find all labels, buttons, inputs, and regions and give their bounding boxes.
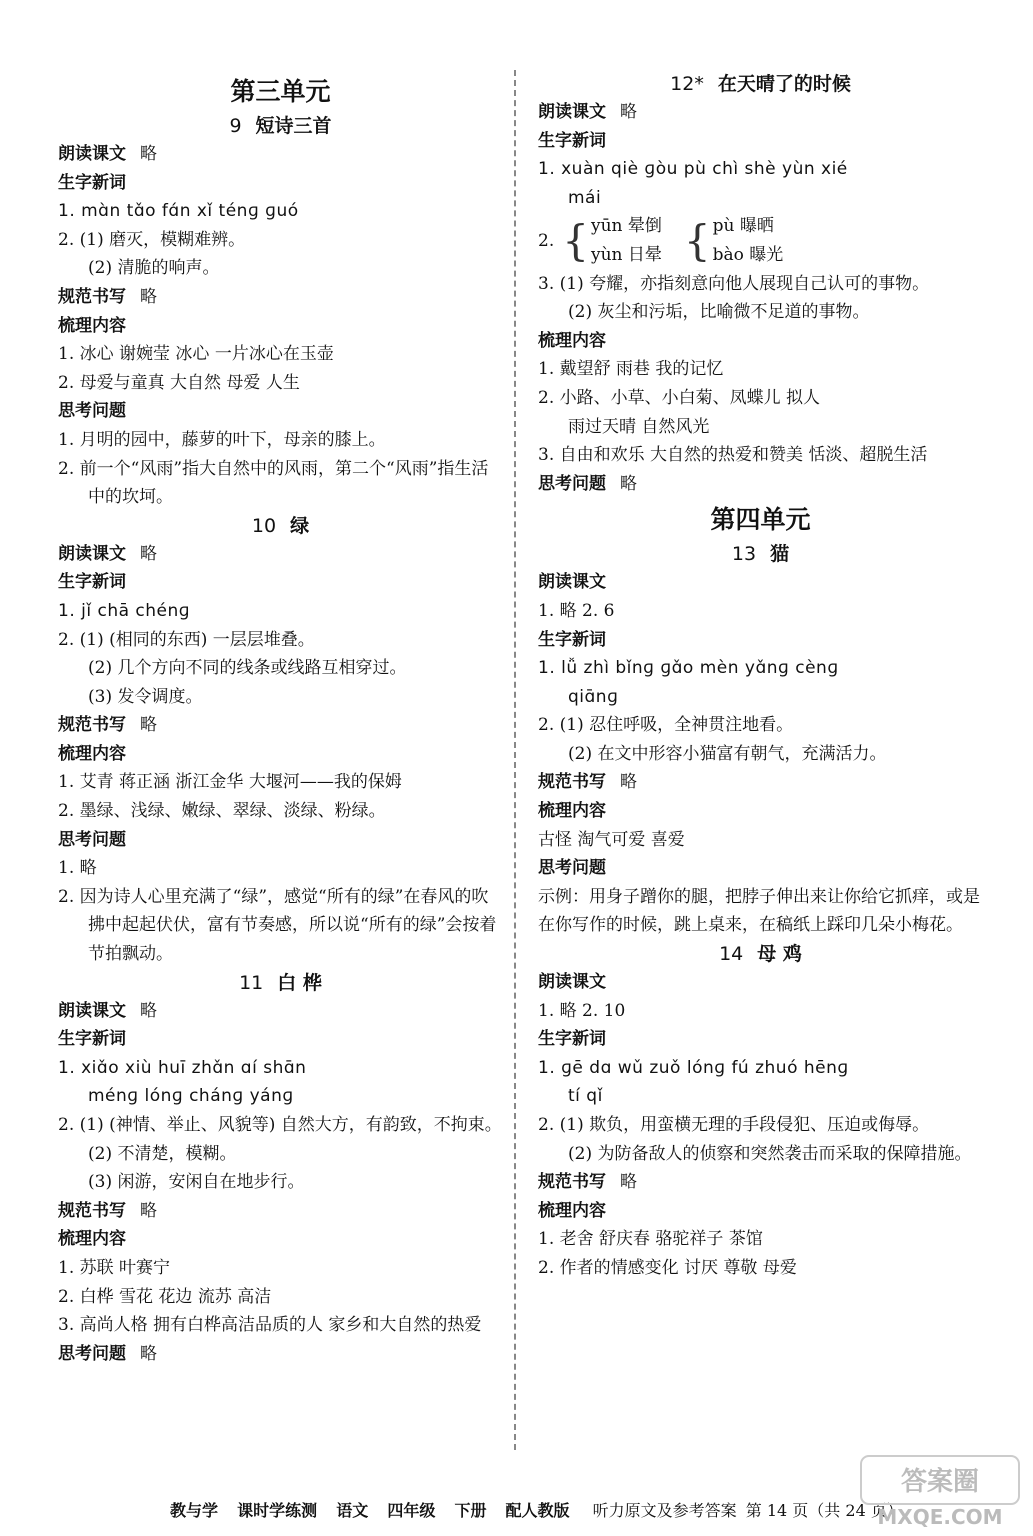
unit-title-3: 第三单元 — [230, 77, 331, 106]
answer-line: 2. 作者的情感变化 讨厌 尊敬 母爱 — [538, 1257, 797, 1278]
unit-title-4: 第四单元 — [710, 505, 811, 535]
footer-grade: 四年级 — [387, 1501, 436, 1520]
answer-line: 1. xiɑ̌o xiù huī zhɑ̌n ɑí shɑ̄n — [58, 1057, 307, 1078]
answer-line: 2. 母爱与童真 大自然 母爱 人生 — [58, 372, 300, 393]
column-divider — [514, 70, 516, 1450]
answer-line: 1. xuàn qiè ɡòu pù chì shè yùn xié — [538, 159, 848, 180]
section-heading: 朗读课文 略 — [58, 543, 157, 564]
section-heading: 思考问题 — [58, 829, 126, 850]
section-heading: 规范书写 略 — [58, 1200, 157, 1221]
answer-line: 1. 略 2. 10 — [538, 1000, 626, 1021]
answer-line: 1. 略 2. 6 — [538, 600, 615, 621]
lesson-11-title: 11 白 桦 — [239, 971, 322, 994]
answer-line: 1. 艾青 蒋正涵 浙江金华 大堰河——我的保姆 — [58, 772, 402, 793]
section-heading: 梳理内容 — [538, 1200, 606, 1221]
section-heading: 规范书写 略 — [58, 715, 157, 736]
answer-line: 3. (1) 夸耀，亦指刻意向他人展现自己认可的事物。 — [538, 273, 930, 294]
svg-text:MXQE.COM: MXQE.COM — [877, 1505, 1003, 1529]
answer-line: 1. 戴望舒 雨巷 我的记忆 — [538, 359, 724, 380]
answer-line: 1. 苏联 叶赛宁 — [58, 1257, 171, 1278]
answer-line: 2. (1) 磨灭，模糊难辨。 — [58, 229, 246, 250]
section-heading: 朗读课文 — [538, 572, 606, 593]
answer-line: tí qǐ — [568, 1086, 603, 1107]
answer-line: 1. mɑ̀n tɑ̌o fɑ́n xǐ ténɡ ɡuó — [58, 201, 299, 222]
section-heading: 规范书写 略 — [58, 286, 157, 307]
section-heading: 朗读课文 略 — [58, 144, 157, 164]
answer-line: 示例：用身子蹭你的腿，把脖子伸出来让你给它抓痒，或是在你写作的时候，跳上桌来，在稿纸上踩印几朵小梅花。 — [538, 886, 980, 936]
section-heading: 生字新词 — [58, 1029, 126, 1050]
answer-line: 2. 因为诗人心里充满了“绿”，感觉“所有的绿”在春风的吹拂中起起伏伏，富有节奏感，所以说“所有的绿”会按着节拍飘动。 — [58, 886, 497, 965]
footer-edition: 配人教版 — [505, 1501, 570, 1520]
polyphone-pairs: 2. { yūn 晕倒 yùn 日晕 { pù 曝晒 bào 曝光 — [538, 216, 784, 266]
section-heading: 生字新词 — [538, 130, 606, 151]
section-heading: 思考问题 略 — [538, 473, 637, 494]
footer-brand: 教与学 — [170, 1501, 219, 1520]
section-heading: 梳理内容 — [58, 743, 126, 764]
footer-volume: 下册 — [454, 1501, 487, 1520]
page-number: 第 14 页（共 24 页） — [745, 1501, 903, 1520]
watermark-logo — [855, 1452, 1025, 1532]
section-heading: 梳理内容 — [58, 1229, 126, 1250]
answer-line: 古怪 淘气可爱 喜爱 — [538, 829, 685, 850]
answer-line: 1. jǐ chā chénɡ — [58, 600, 191, 621]
section-heading: 朗读课文 略 — [538, 102, 637, 122]
answer-line: 1. 月明的园中，藤萝的叶下，母亲的膝上。 — [58, 429, 386, 450]
answer-line: 3. 自由和欢乐 大自然的热爱和赞美 恬淡、超脱生活 — [538, 445, 928, 466]
footer-series: 课时学练测 — [237, 1501, 318, 1520]
lesson-13-title: 13 猫 — [731, 543, 790, 566]
answer-line: mái — [568, 187, 602, 208]
answer-line: 2. 小路、小草、小白菊、凤蝶儿 拟人 — [538, 387, 821, 408]
answer-line: 2. (1) (相同的东西) 一层层堆叠。 — [58, 629, 315, 650]
answer-line: 1. lǚ zhì bǐnɡ ɡɑ̌o mèn yɑ̌nɡ cènɡ — [538, 658, 839, 679]
answer-line: qiɑ̄nɡ — [568, 686, 619, 707]
answer-line: ménɡ lónɡ chánɡ yánɡ — [88, 1086, 294, 1107]
answer-line: 1. 老舍 舒庆春 骆驼祥子 茶馆 — [538, 1229, 763, 1250]
answer-line: 2. 墨绿、浅绿、嫩绿、翠绿、淡绿、粉绿。 — [58, 801, 386, 822]
left-column — [58, 70, 503, 1368]
right-column — [538, 70, 983, 1283]
lesson-10-title: 10 绿 — [251, 514, 310, 537]
answer-line: 2. (1) 欺负，用蛮横无理的手段侵犯、压迫或侮辱。 — [538, 1115, 930, 1135]
answer-line: 2. (1) (神情、举止、风貌等) 自然大方，有韵致，不拘束。 — [58, 1115, 502, 1135]
answer-line: (2) 为防备敌人的侦察和突然袭击而采取的保障措施。 — [568, 1143, 972, 1164]
section-heading: 梳理内容 — [58, 315, 126, 336]
answer-line: 3. 高尚人格 拥有白桦高洁品质的人 家乡和大自然的热爱 — [58, 1315, 482, 1336]
answer-line: 1. 冰心 谢婉莹 冰心 一片冰心在玉壶 — [58, 344, 334, 365]
section-heading: 梳理内容 — [538, 801, 606, 822]
answer-line: 1. ɡē dɑ wǔ zuǒ lónɡ fú zhuó hēnɡ — [538, 1057, 849, 1078]
answer-line: 2. 白桦 雪花 花边 流苏 高洁 — [58, 1286, 272, 1307]
answer-line: 1. 略 — [58, 858, 97, 879]
lesson-14-title: 14 母 鸡 — [719, 943, 802, 966]
answer-line: (2) 不清楚，模糊。 — [88, 1143, 237, 1164]
answer-line: (3) 闲游，安闲自在地步行。 — [88, 1172, 305, 1193]
answer-line: (3) 发令调度。 — [88, 686, 203, 707]
section-heading: 思考问题 — [538, 858, 606, 879]
answer-line: 2. 前一个“风雨”指大自然中的风雨，第二个“风雨”指生活中的坎坷。 — [58, 458, 489, 508]
lesson-12-title: 12* 在天晴了的时候 — [670, 73, 851, 95]
section-heading: 朗读课文 略 — [58, 1000, 157, 1021]
section-heading: 思考问题 略 — [58, 1343, 157, 1364]
footer-subject: 语文 — [336, 1501, 369, 1520]
section-heading: 规范书写 略 — [538, 1172, 637, 1193]
section-heading: 生字新词 — [538, 629, 606, 650]
answer-line: 雨过天晴 自然风光 — [568, 416, 710, 437]
svg-text:答案圈: 答案圈 — [900, 1467, 980, 1497]
lesson-9-title: 9 短诗三首 — [229, 115, 332, 137]
section-heading: 朗读课文 — [538, 972, 606, 993]
section-heading: 生字新词 — [58, 172, 126, 193]
footer-desc: 听力原文及参考答案 — [592, 1501, 737, 1520]
section-heading: 生字新词 — [58, 572, 126, 593]
section-heading: 梳理内容 — [538, 330, 606, 351]
answer-line: (2) 在文中形容小猫富有朝气，充满活力。 — [568, 743, 887, 764]
answer-line: (2) 清脆的响声。 — [88, 258, 220, 279]
answer-line: 2. (1) 忍住呼吸，全神贯注地看。 — [538, 715, 794, 736]
answer-line: (2) 几个方向不同的线条或线路互相穿过。 — [88, 658, 407, 679]
section-heading: 思考问题 — [58, 401, 126, 422]
section-heading: 规范书写 略 — [538, 772, 637, 793]
section-heading: 生字新词 — [538, 1029, 606, 1050]
page-footer — [170, 1498, 903, 1521]
answer-line: (2) 灰尘和污垢，比喻微不足道的事物。 — [568, 302, 870, 323]
